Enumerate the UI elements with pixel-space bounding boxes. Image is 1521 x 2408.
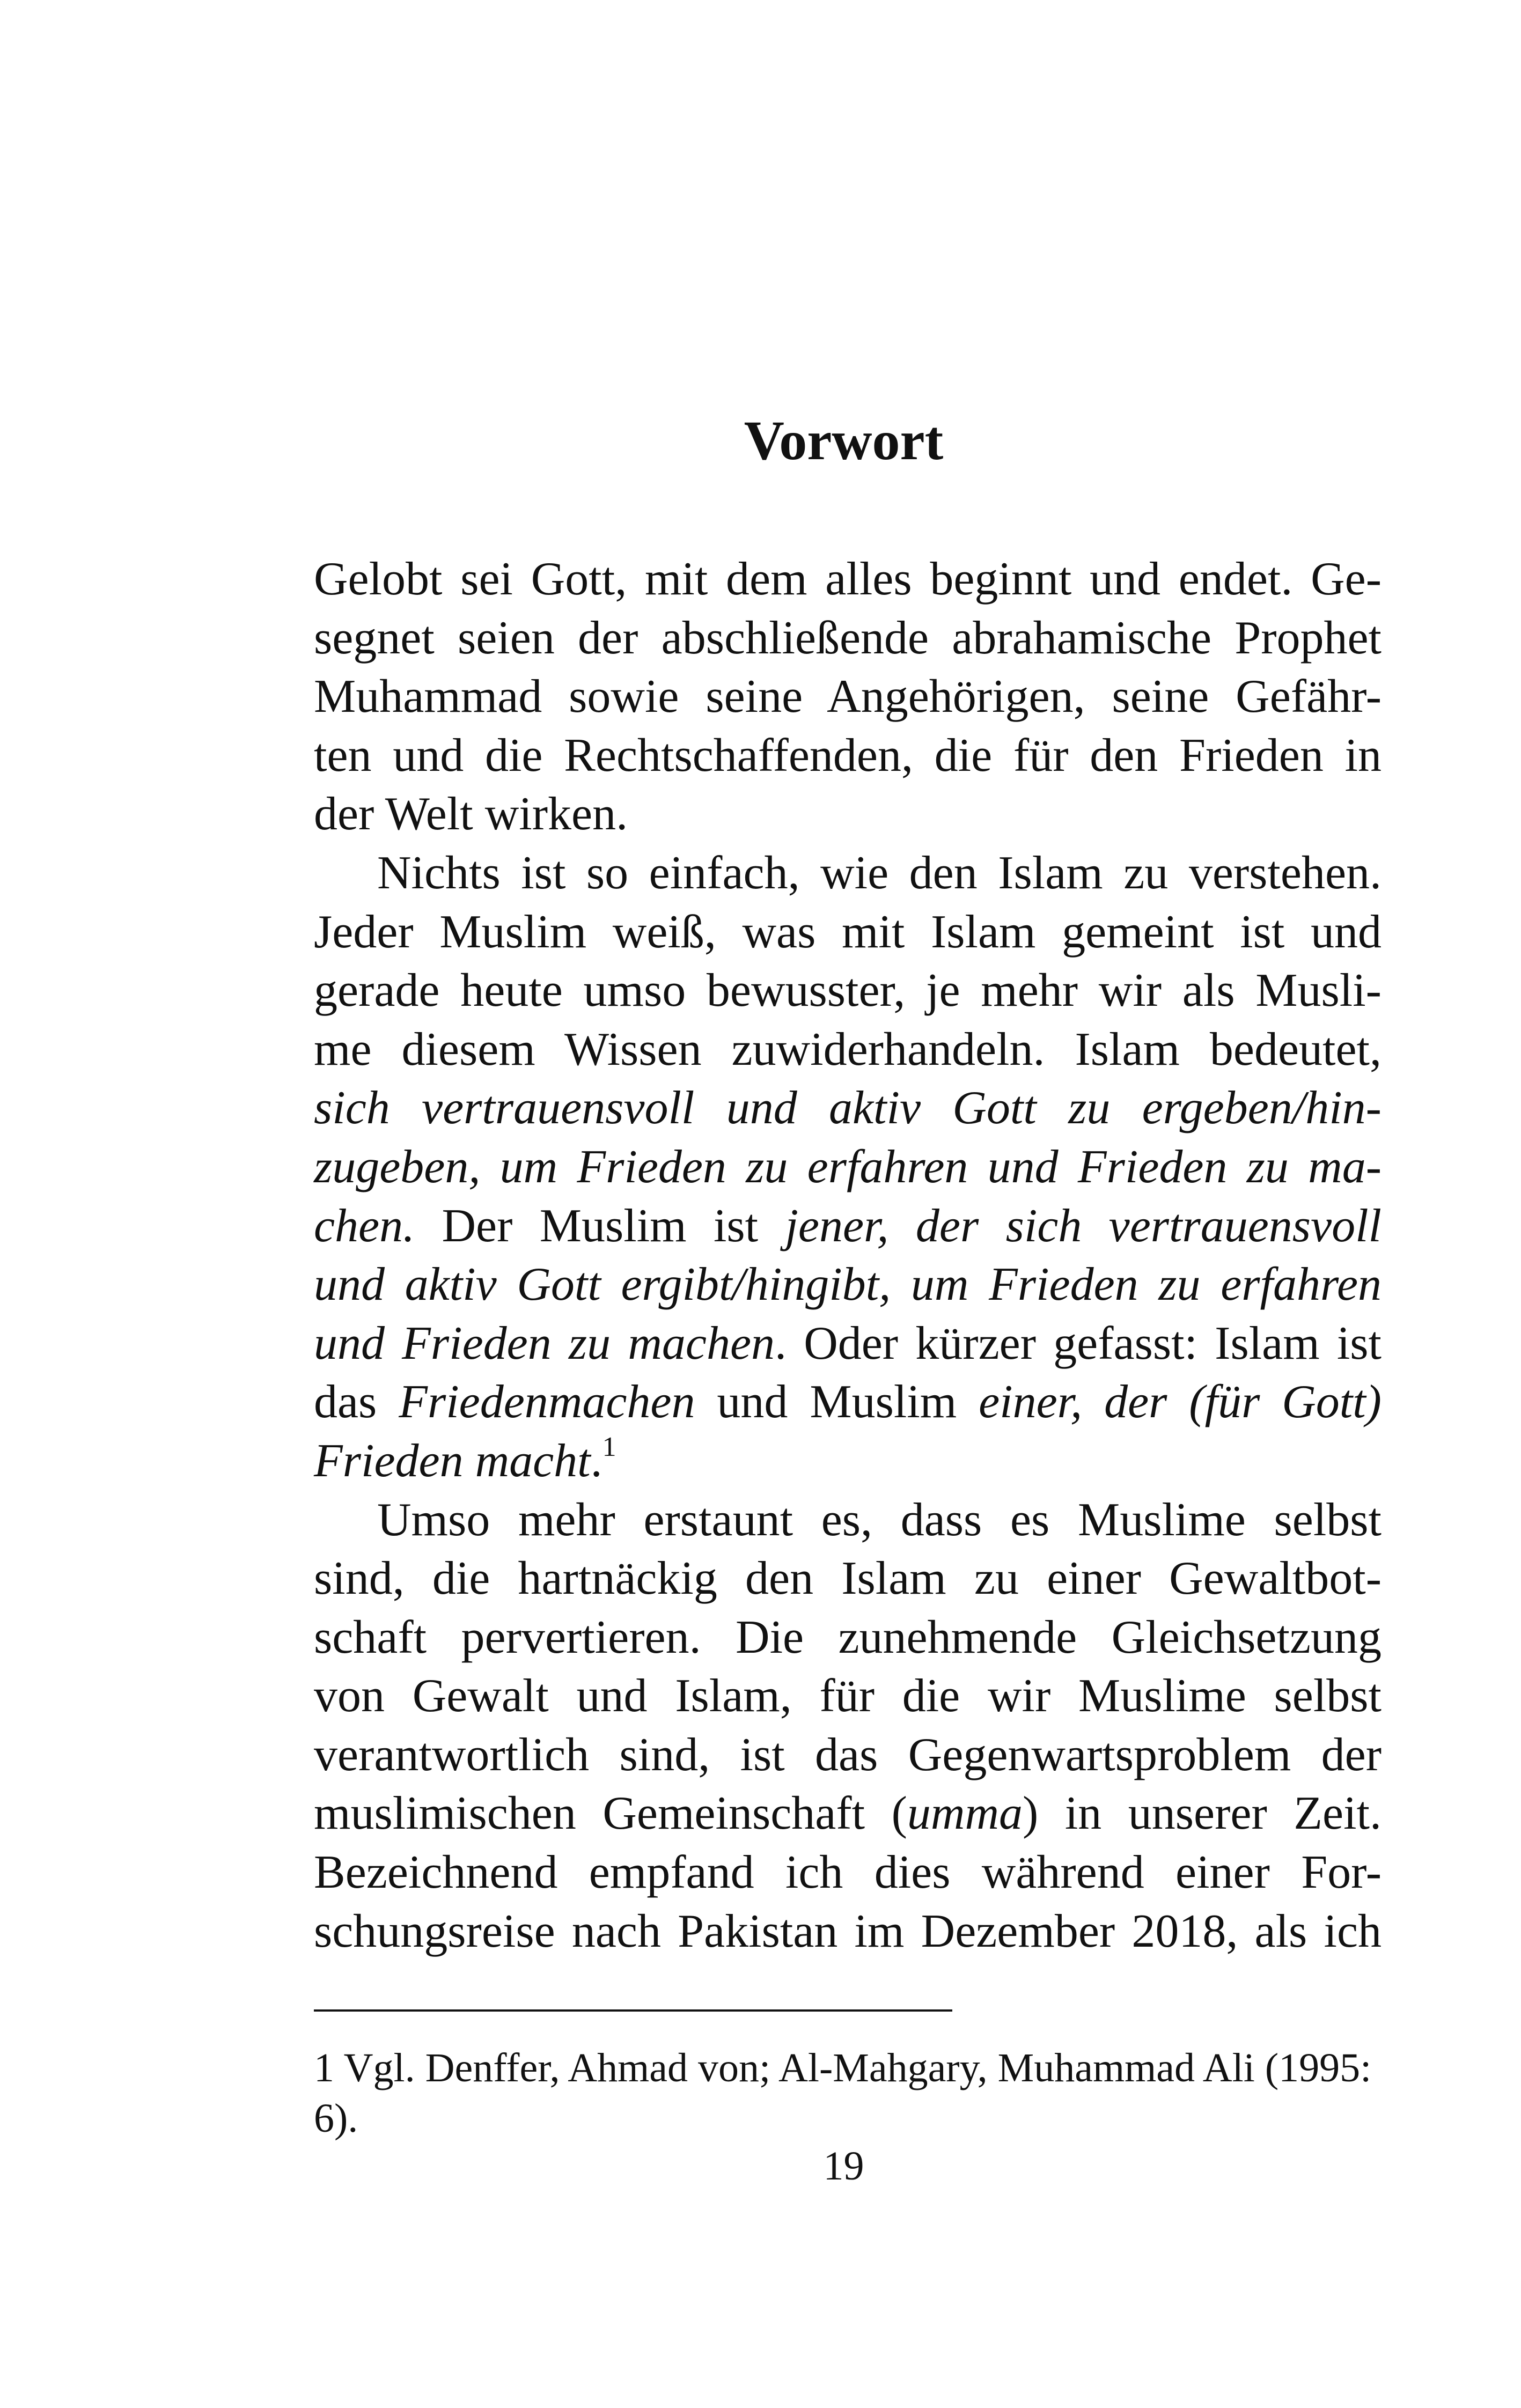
text-line: muslimischen Gemeinschaft (umma) in unserer Zeit. <box>314 1787 1382 1840</box>
text-line <box>314 1079 1382 1138</box>
footnote <box>314 2043 1382 2144</box>
italic-text: umma <box>907 1787 1023 1840</box>
text-line <box>314 1138 1382 1197</box>
italic-text: Frieden macht <box>314 1434 591 1487</box>
footnote-line: 6). <box>314 2096 358 2141</box>
italic-text: chen. <box>314 1199 415 1252</box>
footnote-line: 1 Vgl. Denffer, Ahmad von; Al-Mahgary, Muhammad Ali (1995: <box>314 2045 1372 2090</box>
page-number: 19 <box>823 2144 864 2189</box>
text-line: gerade heute umso bewusster, je mehr wir als Musli- <box>314 964 1382 1017</box>
text-line: schaft pervertieren. Die zunehmende Gleichsetzung <box>314 1611 1382 1663</box>
footnote-reference: 1 <box>602 1431 616 1462</box>
italic-text: sich vertrauensvoll und aktiv Gott zu ergeben/hin- <box>314 1082 1382 1135</box>
italic-text: und aktiv Gott ergibt/hingibt, um Frieden zu erfahren <box>314 1258 1382 1311</box>
text-line: das Friedenmachen und Muslim einer, der (für Gott) <box>314 1376 1382 1428</box>
text-line: schungsreise nach Pakistan im Dezember 2018, als ich <box>314 1905 1382 1957</box>
text-line: ten und die Rechtschaffenden, die für den Frieden in <box>314 729 1382 782</box>
text-line <box>314 1255 1382 1314</box>
italic-text: und Frieden zu machen <box>314 1317 775 1369</box>
text-line: von Gewalt und Islam, für die wir Muslime selbst <box>314 1670 1382 1722</box>
text-line: segnet seien der abschließende abrahamische Prophet <box>314 612 1382 664</box>
text-line: der Welt wirken. <box>314 788 628 841</box>
text-line: Umso mehr erstaunt es, dass es Muslime selbst <box>377 1493 1382 1546</box>
text-line: me diesem Wissen zuwiderhandeln. Islam bedeutet, <box>314 1023 1382 1076</box>
text-line: Jeder Muslim weiß, was mit Islam gemeint ist und <box>314 905 1382 958</box>
text-line: chen. Der Muslim ist jener, der sich vertrauensvoll <box>314 1199 1382 1252</box>
text-line: Muhammad sowie seine Angehörigen, seine Gefähr- <box>314 671 1382 723</box>
text-line: und Frieden zu machen. Oder kürzer gefasst: Islam ist <box>314 1317 1382 1369</box>
footnote-divider <box>314 2009 952 2012</box>
text-line: Bezeichnend empfand ich dies während einer For- <box>314 1846 1382 1899</box>
text-line: Gelobt sei Gott, mit dem alles beginnt und endet. Ge- <box>314 553 1382 605</box>
text-line: Nichts ist so einfach, wie den Islam zu verstehen. <box>377 846 1382 899</box>
chapter-title: Vorwort <box>744 410 944 472</box>
italic-text: jener, der sich vertrauensvoll <box>785 1199 1382 1252</box>
italic-text: Friedenmachen <box>399 1376 695 1428</box>
italic-text: zugeben, um Frieden zu erfahren und Frieden zu ma- <box>314 1140 1382 1193</box>
text-line: Frieden macht.$^1$ <box>314 1431 616 1487</box>
italic-text: einer, der (für Gott) <box>979 1376 1382 1428</box>
text-line: verantwortlich sind, ist das Gegenwartsproblem der <box>314 1728 1382 1781</box>
body-text <box>314 550 1382 1961</box>
text-line: sind, die hartnäckig den Islam zu einer Gewaltbot- <box>314 1552 1382 1605</box>
